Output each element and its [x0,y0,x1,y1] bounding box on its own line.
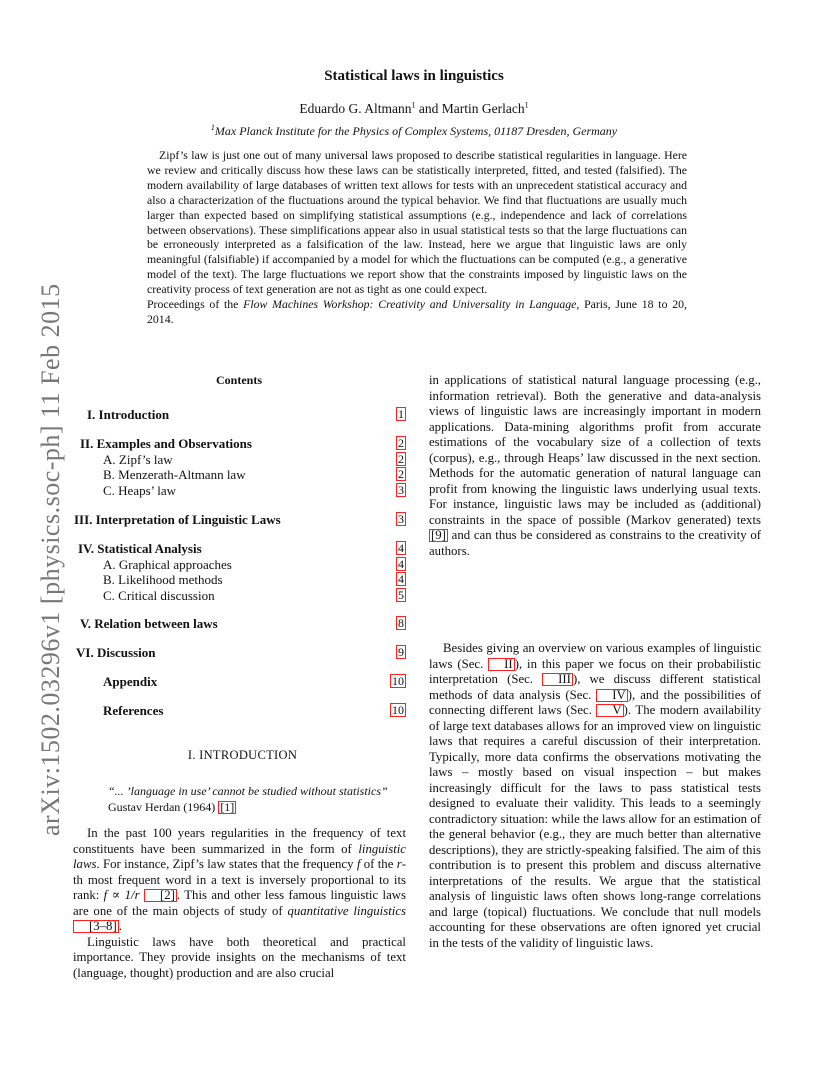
text-run: ), in this paper we focus on their probabilistic interpretation (Sec. [429,656,761,686]
toc-label: Appendix [103,674,158,689]
affiliation-marker: 1 [524,100,529,110]
toc-label: C. Critical discussion [103,588,215,603]
toc-page-link[interactable]: 1 [398,407,404,421]
quote-text: “... ’language in use’ cannot be studied without statistics” [108,784,388,798]
math-symbol: r [396,857,402,871]
toc-label: II. Examples and Observations [80,436,252,451]
toc-page-link[interactable]: 4 [398,572,404,586]
text-run: ), and the possibilities of connecting different laws (Sec. [429,687,761,717]
text-run: of the [360,857,397,871]
toc-label: C. Heaps’ law [103,483,177,498]
toc-label: III. Interpretation of Linguistic Laws [74,512,281,527]
author-separator: and [415,101,442,116]
citation-link[interactable]: [2] [144,889,177,902]
proceedings-suffix: , Paris, June 18 to 20, 2014. [147,297,687,326]
text-run: and can thus be considered as constrains to the creativity of authors. [429,528,761,558]
toc-entry[interactable] [0,572,420,588]
text-run: in applications of statistical natural language processing (e.g., information retrieval). Both the generative and data-analysis views of linguistic laws are increasingly important in modern applications. Data-mining algorithms profit from accurate estimations of the vocabulary size of a collection of texts (corpus), e.g., through Heaps’ law discussed in the next section. Methods for the automatic generation of natural language can profit from knowing the linguistic laws underlying usual texts. For instance, linguistic laws may be included as (additional) constraints in the space of possible (Markov generated) texts [429,373,761,527]
toc-page-link[interactable]: 3 [398,512,404,526]
toc-page-link[interactable]: 2 [398,452,404,466]
author-line [0,101,828,117]
toc-entry[interactable] [0,616,420,632]
section-link[interactable]: III [542,673,573,686]
toc-label: B. Menzerath-Altmann law [103,467,246,482]
toc-entry[interactable] [0,407,420,423]
proceedings-prefix: Proceedings of the [147,297,244,312]
epigraph-quote [108,783,393,815]
affiliation [0,124,828,139]
right-column-text-bottom [429,641,761,951]
toc-label: I. Introduction [87,407,170,422]
text-run: quantitative linguistics [287,903,406,918]
section-link[interactable]: V [596,704,623,717]
text-run: . This and other less famous linguistic laws are one of the main objects of study of [73,888,406,918]
toc-entry[interactable] [0,436,420,452]
toc-page-link[interactable]: 4 [398,541,404,555]
section-link[interactable]: II [488,658,515,671]
toc-entry[interactable] [0,541,420,557]
abstract-text: Zipf’s law is just one out of many universal laws proposed to describe statistical regularities in language. Here we review and critically discuss how these laws can be statistically interpreted, fitted, and tested (falsified). The modern availability of large databases of written text allows for tests with an unprecedent statistical accuracy and also a characterization of the fluctuations around the typical behavior. We find that fluctuations are usually much larger than expected based on simplifying statistical assumptions (e.g., independence and lack of correlations between observations). These simplifications appear also in usual statistical tests so that the large fluctuations can be erroneously interpreted as a falsification of the law. Instead, here we argue that linguistic laws are only meaningful (falsifiable) if accompanied by a model for which the fluctuations can be computed (e.g., a generative model of the text). The large fluctuations we report show that the constraints imposed by linguistic laws on the creativity process of text generation are not as tight as one could expect. [147,148,687,297]
text-run: . For instance, Zipf’s law states that the frequency [96,857,357,871]
text-run: . [118,919,122,933]
toc-page-link[interactable]: 2 [398,467,404,481]
author-name: Martin Gerlach [441,101,525,116]
text-run: ), we discuss different statistical methods of data analysis (Sec. [429,672,761,702]
toc-page-link[interactable]: 10 [392,674,404,688]
toc-label: VI. Discussion [76,645,156,660]
arxiv-identifier: arXiv:1502.03296v1 [physics.soc-ph] 11 Feb 2015 [36,283,65,836]
contents-heading: Contents [215,373,262,387]
paragraph [429,373,761,559]
toc-label: IV. Statistical Analysis [78,541,202,556]
abstract [147,148,687,327]
toc-page-link[interactable]: 3 [398,483,404,497]
left-column-text [73,826,406,981]
toc-entry[interactable] [0,512,420,528]
author-name: Eduardo G. Altmann [299,101,412,116]
text-run: Besides giving an overview on various examples of linguistic laws (Sec. [429,641,761,671]
affiliation-marker: 1 [411,100,416,110]
citation-link[interactable]: [9] [431,528,446,542]
toc-entry[interactable] [0,588,420,604]
toc-entry[interactable] [0,452,420,468]
section-heading-introduction: I. INTRODUCTION [187,748,298,762]
toc-entry[interactable] [0,645,420,661]
math-symbol: f [356,857,361,871]
arxiv-side-stamp [0,0,65,1072]
toc-label: References [103,703,164,718]
toc-page-link[interactable]: 5 [398,588,404,602]
toc-entry[interactable] [0,703,420,719]
paper-title: Statistical laws in linguistics [324,68,504,84]
affiliation-text: Max Planck Institute for the Physics of Complex Systems, 01187 Dresden, Germany [214,124,618,138]
paragraph [73,826,406,935]
right-column-text-top [429,373,761,559]
toc-page-link[interactable]: 2 [398,436,404,450]
toc-entry[interactable] [0,557,420,573]
paragraph [429,641,761,951]
section-link[interactable]: IV [596,689,628,702]
toc-page-link[interactable]: 8 [398,616,404,630]
citation-link[interactable]: [3–8] [73,920,119,933]
proceedings-note [147,297,687,327]
toc-entry[interactable] [0,674,420,690]
toc-entry[interactable] [0,483,420,499]
quote-author: Gustav Herdan (1964) [108,800,219,814]
citation-link[interactable]: [1] [220,800,235,814]
math-formula: f ∝ 1/r [103,888,140,902]
toc-label: A. Graphical approaches [103,557,232,572]
toc-label: V. Relation between laws [80,616,218,631]
proceedings-venue: Flow Machines Workshop: Creativity and Universality in Language [243,297,577,312]
toc-label: B. Likelihood methods [103,572,223,587]
toc-page-link[interactable]: 9 [398,645,404,659]
toc-label: A. Zipf’s law [103,452,173,467]
affiliation-marker: 1 [210,123,215,132]
paragraph: Linguistic laws have both theoretical and practical importance. They provide insights on the mechanisms of text (language, thought) production and are also crucial [73,934,406,980]
text-run: -th most frequent word in a text is inversely proportional to its rank: [73,857,406,902]
toc-entry[interactable] [0,467,420,483]
text-run: ). The modern availability of large text databases allows for an improved view on linguistic laws that requires a careful discussion of their interpretation. Typically, more data confirms the observations motivating the laws – mostly based on visual inspection – but makes increasingly difficult for the laws to pass statistical tests designed to evaluate their validity. This leads to a seemingly contradictory situation: while the laws allow for an estimation of the general behavior (e.g., they are much better than alternative descriptions), they are strictly-speaking falsified. The aim of this contribution is to present this problem and discuss alternative interpretations of the results. We argue that the statistical analysis of linguistic laws often shows long-range correlations and large (topical) fluctuations. We conclude that null models accounting for these observations are often ignored yet crucial in the tests of the validity of linguistic laws. [429,703,761,950]
text-run: linguistic laws [73,841,406,871]
text-run: In the past 100 years regularities in the frequency of text constituents have been summarized in the form of [73,826,406,856]
toc-page-link[interactable]: 10 [392,703,404,717]
toc-page-link[interactable]: 4 [398,557,404,571]
